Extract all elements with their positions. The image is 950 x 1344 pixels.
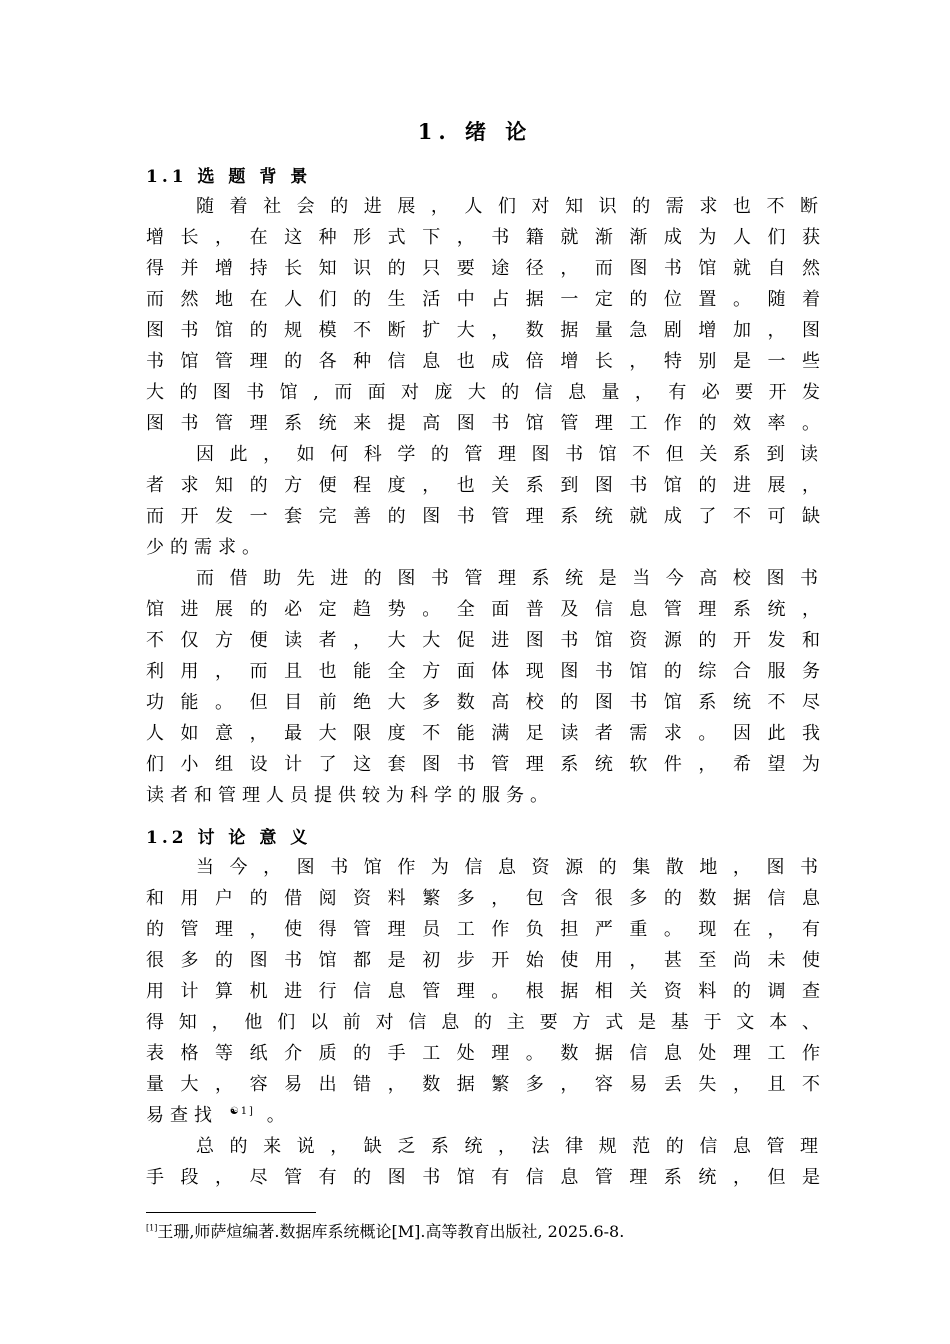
footnote-mark: [1] <box>146 1223 158 1233</box>
paragraph-line: 者求知的方便程度，也关系到图书馆的进展， <box>146 475 826 496</box>
paragraph-line: 而然地在人们的生活中占据一定的位置。随着 <box>146 289 826 310</box>
paragraph-line: 而开发一套完善的图书管理系统就成了不可缺 <box>146 506 826 527</box>
paragraph-line-with-citation <box>146 1101 826 1127</box>
line-text: 易查找 <box>146 1105 218 1126</box>
paragraph-line: 图书管理系统来提高图书馆管理工作的效率。 <box>146 413 826 434</box>
footnote-text: 王珊,师萨煊编著.数据库系统概论[M].高等教育出版社, 2025.6-8. <box>157 1222 625 1241</box>
paragraph-line: 而借助先进的图书管理系统是当今高校图书 <box>196 568 824 589</box>
paragraph-line: 随着社会的进展，人们对知识的需求也不断 <box>196 196 824 217</box>
paragraph-line: 手段，尽管有的图书馆有信息管理系统，但是 <box>146 1167 826 1188</box>
section-heading: 1.2 讨 论 意 义 <box>146 828 312 848</box>
paragraph-line: 得知，他们以前对信息的主要方式是基于文本、 <box>146 1012 826 1033</box>
paragraph-line: 馆进展的必定趋势。全面普及信息管理系统， <box>146 599 826 620</box>
paragraph-line: 人如意，最大限度不能满足读者需求。因此我 <box>146 723 826 744</box>
paragraph-line: 不仅方便读者，大大促进图书馆资源的开发和 <box>146 630 826 651</box>
paragraph-line: 增长，在这种形式下，书籍就渐渐成为人们获 <box>146 227 826 248</box>
paragraph-line: 很多的图书馆都是初步开始使用，甚至尚未使 <box>146 950 826 971</box>
paragraph-line: 利用，而且也能全方面体现图书馆的综合服务 <box>146 661 826 682</box>
footnote <box>146 1219 624 1242</box>
footnote-divider <box>146 1212 316 1213</box>
paragraph-line: 读者和管理人员提供较为科学的服务。 <box>146 785 554 806</box>
section-heading: 1.1 选 题 背 景 <box>146 167 312 187</box>
paragraph-line: 用计算机进行信息管理。根据相关资料的调查 <box>146 981 826 1002</box>
paragraph-line: 的管理，使得管理员工作负担严重。现在，有 <box>146 919 826 940</box>
paragraph-line: 得并增持长知识的只要途径，而图书馆就自然 <box>146 258 826 279</box>
paragraph-line: 们小组设计了这套图书管理系统软件，希望为 <box>146 754 826 775</box>
chapter-title: 1. 绪 论 <box>417 119 533 144</box>
paragraph-line: 和用户的借阅资料繁多，包含很多的数据信息 <box>146 888 826 909</box>
paragraph-line: 图书馆的规模不断扩大，数据量急剧增加，图 <box>146 320 826 341</box>
paragraph-line: 书馆管理的各种信息也成倍增长，特别是一些 <box>146 351 826 372</box>
paragraph-line: 量大，容易出错，数据繁多，容易丢失，且不 <box>146 1074 826 1095</box>
paragraph-line: 功能。但目前绝大多数高校的图书馆系统不尽 <box>146 692 826 713</box>
citation-mark: ☯1] <box>229 1106 255 1117</box>
paragraph-line: 总的来说，缺乏系统，法律规范的信息管理 <box>196 1136 824 1157</box>
line-end-punctuation: 。 <box>266 1105 291 1126</box>
paragraph-line: 表格等纸介质的手工处理。数据信息处理工作 <box>146 1043 826 1064</box>
paragraph-line: 当今，图书馆作为信息资源的集散地，图书 <box>196 857 824 878</box>
paragraph-line: 因此，如何科学的管理图书馆不但关系到读 <box>196 444 824 465</box>
paragraph-line: 少的需求。 <box>146 537 266 558</box>
paragraph-line: 大的图书馆,而面对庞大的信息量，有必要开发 <box>146 382 826 403</box>
